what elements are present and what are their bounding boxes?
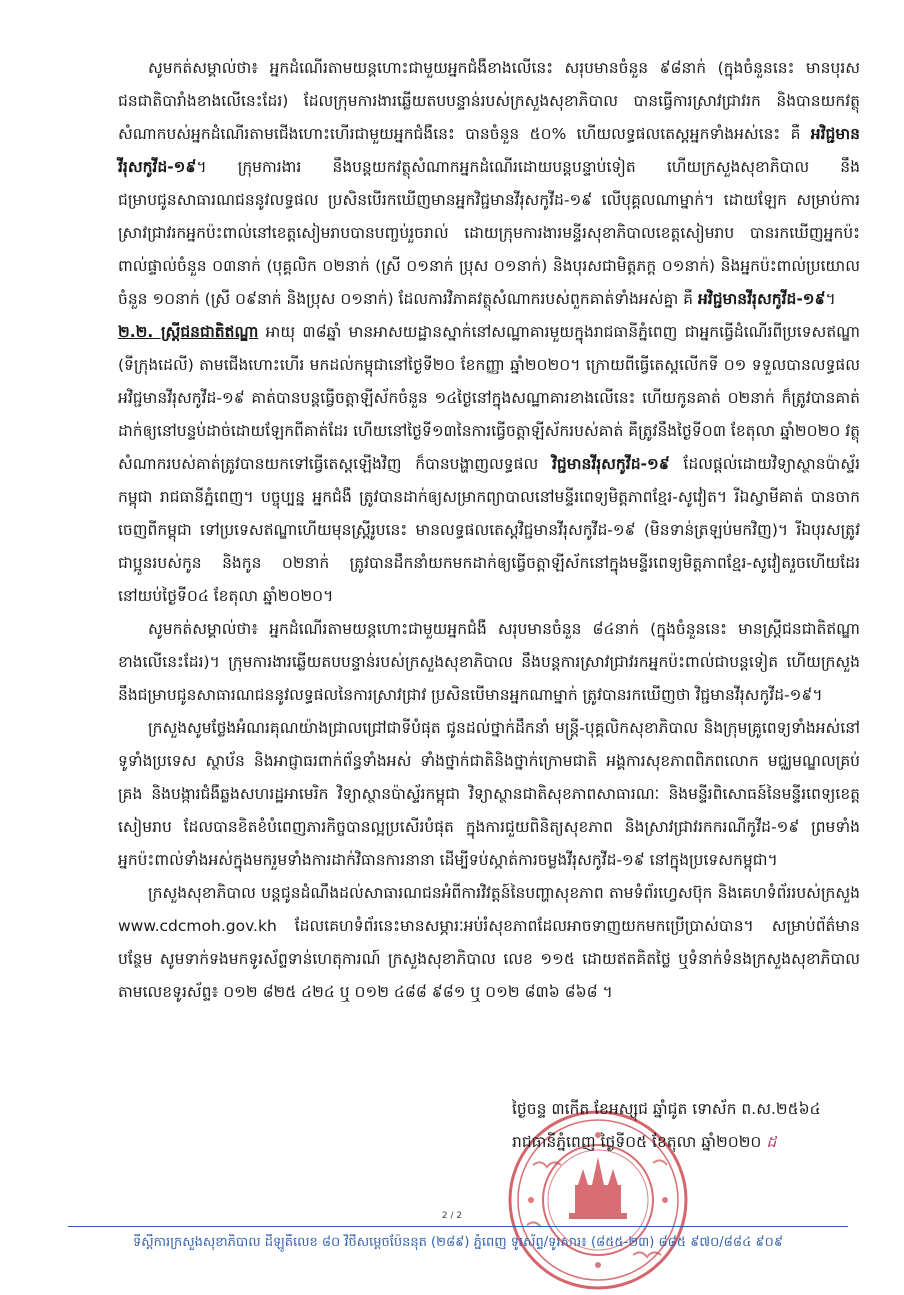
- signoff-block: [512, 1093, 872, 1159]
- section-heading: ២.២. ស្ត្រីជនជាតិឥណ្ឌា: [118, 323, 259, 341]
- negative-result-bold: អវិជ្ជមានវីរុសកូវីដ-១៩: [118, 125, 860, 176]
- document-body: [118, 52, 860, 1009]
- paragraph-contact: ក្រសួងសុខាភិបាល បន្តជូនដំណឹងដល់សាធារណជនអំពីការវិវត្តន៍នៃបញ្ហាសុខភាព តាមទំព័រហ្វេសប៊ុក និងគេហទំព័ររបស់ក្រសួង www.cdcmoh.gov.kh ដែលគេហទំព័រនេះមានសម្ភារៈអប់រំសុខភាពដែលអាចទាញយកមកប្រើប្រាស់បាន។ សម្រាប់ព័ត៌មានបន្ថែម សូមទាក់ទងមកទូរស័ព្ទទាន់ហេតុការណ៍ ក្រសួងសុខាភិបាល លេខ ១១៥ ដោយឥតគិតថ្លៃ ឬទំនាក់ទំនងក្រសួងសុខាភិបាល តាមលេខទូរស័ព្ទ៖ ០១២ ៨២៥ ៤២៤ ឬ ០១២ ៤៨៨ ៩៨១ ឬ ០១២ ៨៣៦ ៨៦៨ ។: [118, 884, 860, 1001]
- solar-date: រាជធានីភ្នំពេញ ថ្ងៃទី០៥ ខែតុលា ឆ្នាំ២០២០ ដ: [512, 1133, 777, 1151]
- footer-divider: [68, 1226, 848, 1227]
- footer-address: ទីស្តីការក្រសួងសុខាភិបាល ដីឡូតិ៍លេខ ៨០ វិថីសម្តេចប៉ែននុត (២៨៩) ភ្នំពេញ ទូរស័ព្ទ/ទូរសារ៖ (៨៥៥-២៣) ៨៨៥ ៩៧០/៨៨៤ ៩០៩: [132, 1235, 784, 1250]
- lunar-date: ថ្ងៃចន្ទ ៣កើត ខែអស្សុជ ឆ្នាំជូត ទោស័ក ព.ស.២៥៦៤: [512, 1100, 821, 1118]
- paragraph-thanks: ក្រសួងសូមថ្លែងអំណរគុណយ៉ាងជ្រាលជ្រៅជាទីបំផុត ជូនដល់ថ្នាក់ដឹកនាំ មន្ត្រី-បុគ្គលិកសុខាភិបាល និងក្រុមគ្រូពេទ្យទាំងអស់នៅទូទាំងប្រទេស ស្ថាប័ន និងអាជ្ញាធរពាក់ព័ន្ធទាំងអស់ ទាំងថ្នាក់ជាតិនិងថ្នាក់ក្រោមជាតិ អង្គការសុខភាពពិភពលោក មជ្ឈមណ្ឌលគ្រប់គ្រង និងបង្ការជំងឺឆ្លងសហរដ្ឋអាមេរិក វិទ្យាស្ថានប៉ាស្ទ័រកម្ពុជា វិទ្យាស្ថានជាតិសុខភាពសាធារណៈ និងមន្ទីរពិសោធន៍នៃមន្ទីរពេទ្យខេត្តសៀមរាប ដែលបានខិតខំបំពេញភារកិច្ចបានល្អប្រសើរបំផុត ក្នុងការជួយពិនិត្យសុខភាព និងស្រាវជ្រាវរកករណីកូវីដ-១៩ ព្រមទាំងអ្នកប៉ះពាល់ទាំងអស់ក្នុងមករួមទាំងការដាក់វិធានការនានា ដើម្បីទប់ស្កាត់ការចម្លងវីរុសកូវីដ-១៩ នៅក្នុងប្រទេសកម្ពុជា។: [118, 719, 860, 869]
- signature-mark: ដ: [766, 1133, 777, 1151]
- paragraph-case-2-2: ២.២. ស្ត្រីជនជាតិឥណ្ឌា អាយុ ៣៨ឆ្នាំ មានអាសយដ្ឋានស្នាក់នៅសណ្ឋាគារមួយក្នុងរាជធានីភ្នំពេញ ជាអ្នកធ្វើដំណើរពីប្រទេសឥណ្ឌា (ទីក្រុងដេលី) តាមជើងហោះហើរ មកដល់កម្ពុជានៅថ្ងៃទី២០ ខែកញ្ញា ឆ្នាំ២០២០។ ក្រោយពីធ្វើតេស្តលើកទី ០១ ទទួលបានលទ្ធផល អវិជ្ជមានវីរុសកូវីដ-១៩ គាត់បានបន្តធ្វើចត្តាឡីស័កចំនួន ១៤ថ្ងៃនៅក្នុងសណ្ឋាគារខាងលើនេះ ហើយកូនគាត់ ០២នាក់ ក៏ត្រូវបានគាត់ដាក់ឲ្យនៅបន្ទប់ដាច់ដោយឡែកពីគាត់ដែរ ហើយនៅថ្ងៃទី១៣នៃការធ្វើចត្តាឡីស័ករបស់គាត់ គឺត្រូវនឹងថ្ងៃទី០៣ ខែតុលា ឆ្នាំ២០២០ វត្ថុសំណាករបស់គាត់ត្រូវបានយកទៅធ្វើតេស្តឡើងវិញ ក៏បានបង្ហាញលទ្ធផល វិជ្ជមានវីរុសកូវីដ-១៩ ដែលផ្តល់ដោយវិទ្យាស្ថានប៉ាស្ទ័រកម្ពុជា រាជធានីភ្នំពេញ។ បច្ចុប្បន្ន អ្នកជំងឺ ត្រូវបានដាក់ឲ្យសម្រាកព្យាបាលនៅមន្ទីរពេទ្យមិត្តភាពខ្មែរ-សូវៀត។ រីឯស្វាមីគាត់ បានចាកចេញពីកម្ពុជា ទៅប្រទេសឥណ្ឌាហើយមុនស្ត្រីរូបនេះ មានលទ្ធផលតេស្តវិជ្ជមានវីរុសកូវីដ-១៩ (មិនទាន់ត្រឡប់មកវិញ)។ រីឯបុរសត្រូវជាប្អូនរបស់កូន និងកូន ០២នាក់ ត្រូវបានដឹកនាំយកមកដាក់ឲ្យធ្វើចត្តាឡីស័កនៅក្នុងមន្ទីរពេទ្យមិត្តភាពខ្មែរ-សូវៀតរួចហើយដែរ នៅយប់ថ្ងៃទី០៤ ខែតុលា ឆ្នាំ២០២០។: [118, 323, 860, 605]
- paragraph-passenger-note: សូមកត់សម្គាល់ថា៖ អ្នកដំណើរតាមយន្តហោះជាមួយអ្នកជំងឺខាងលើនេះ សរុបមានចំនួន ៩៨នាក់ (ក្នុងចំនួននេះ មានបុរសជនជាតិបារាំងខាងលើនេះដែរ) ដែលក្រុមការងារឆ្លើយតបបន្ទាន់របស់ក្រសួងសុខាភិបាល បានធ្វើការស្រាវជ្រាវរក និងបានយកវត្ថុសំណាកបស់អ្នកដំណើរតាមជើងហោះហើរជាមួយអ្នកជំងឺនេះ បានចំនួន ៥០% ហើយលទ្ធផលតេស្តអ្នកទាំងអស់នេះ គឺ អវិជ្ជមានវីរុសកូវីដ-១៩។ ក្រុមការងារ នឹងបន្តយកវត្ថុសំណាកអ្នកដំណើរដោយបន្តបន្ទាប់ទៀត ហើយក្រសួងសុខាភិបាល នឹងជម្រាបជូនសាធារណជននូវលទ្ធផល ប្រសិនបើរកឃើញមានអ្នកវិជ្ជមានវីរុសកូវីដ-១៩ លើបុគ្គលណាម្នាក់។ ដោយឡែក សម្រាប់ការស្រាវជ្រាវរកអ្នកប៉ះពាល់នៅខេត្តសៀមរាបបានបញ្ចប់រួចរាល់ ដោយក្រុមការងារមន្ទីរសុខាភិបាលខេត្តសៀមរាប បានរកឃើញអ្នកប៉ះពាល់ផ្ទាល់ចំនួន ០៣នាក់ (បុគ្គលិក ០២នាក់ (ស្រី ០១នាក់ ប្រុស ០១នាក់) និងបុរសជាមិត្តភក្ត ០១នាក់) និងអ្នកប៉ះពាល់ប្រយោលចំនួន ១០នាក់ (ស្រី ០៩នាក់ និងប្រុស ០១នាក់) ដែលការវិភាគវត្ថុសំណាករបស់ពួកគាត់ទាំងអស់គ្នា គឺ អវិជ្ជមានវីរុសកូវីដ-១៩។: [118, 59, 860, 308]
- negative-result-bold: អវិជ្ជមានវីរុសកូវីដ-១៩: [697, 290, 826, 308]
- positive-result-bold: វិជ្ជមានវីរុសកូវីដ-១៩: [551, 455, 670, 473]
- paragraph-passenger-note-2: សូមកត់សម្គាល់ថា៖ អ្នកដំណើរតាមយន្តហោះជាមួយអ្នកជំងឺ សរុបមានចំនួន ៨៤នាក់ (ក្នុងចំនួននេះ មានស្ត្រីជនជាតិឥណ្ឌាខាងលើនេះដែរ)។ ក្រុមការងារឆ្លើយតបបន្ទាន់របស់ក្រសួងសុខាភិបាល នឹងបន្តការស្រាវជ្រាវរកអ្នកប៉ះពាល់ជាបន្តទៀត ហើយក្រសួង នឹងជម្រាបជូនសាធារណជននូវលទ្ធផលនៃការស្រាវជ្រាវ ប្រសិនបើមានអ្នកណាម្នាក់ ត្រូវបានរកឃើញថា វិជ្ជមានវីរុសកូវីដ-១៩។: [118, 620, 860, 704]
- page-number: 2 / 2: [441, 1211, 463, 1221]
